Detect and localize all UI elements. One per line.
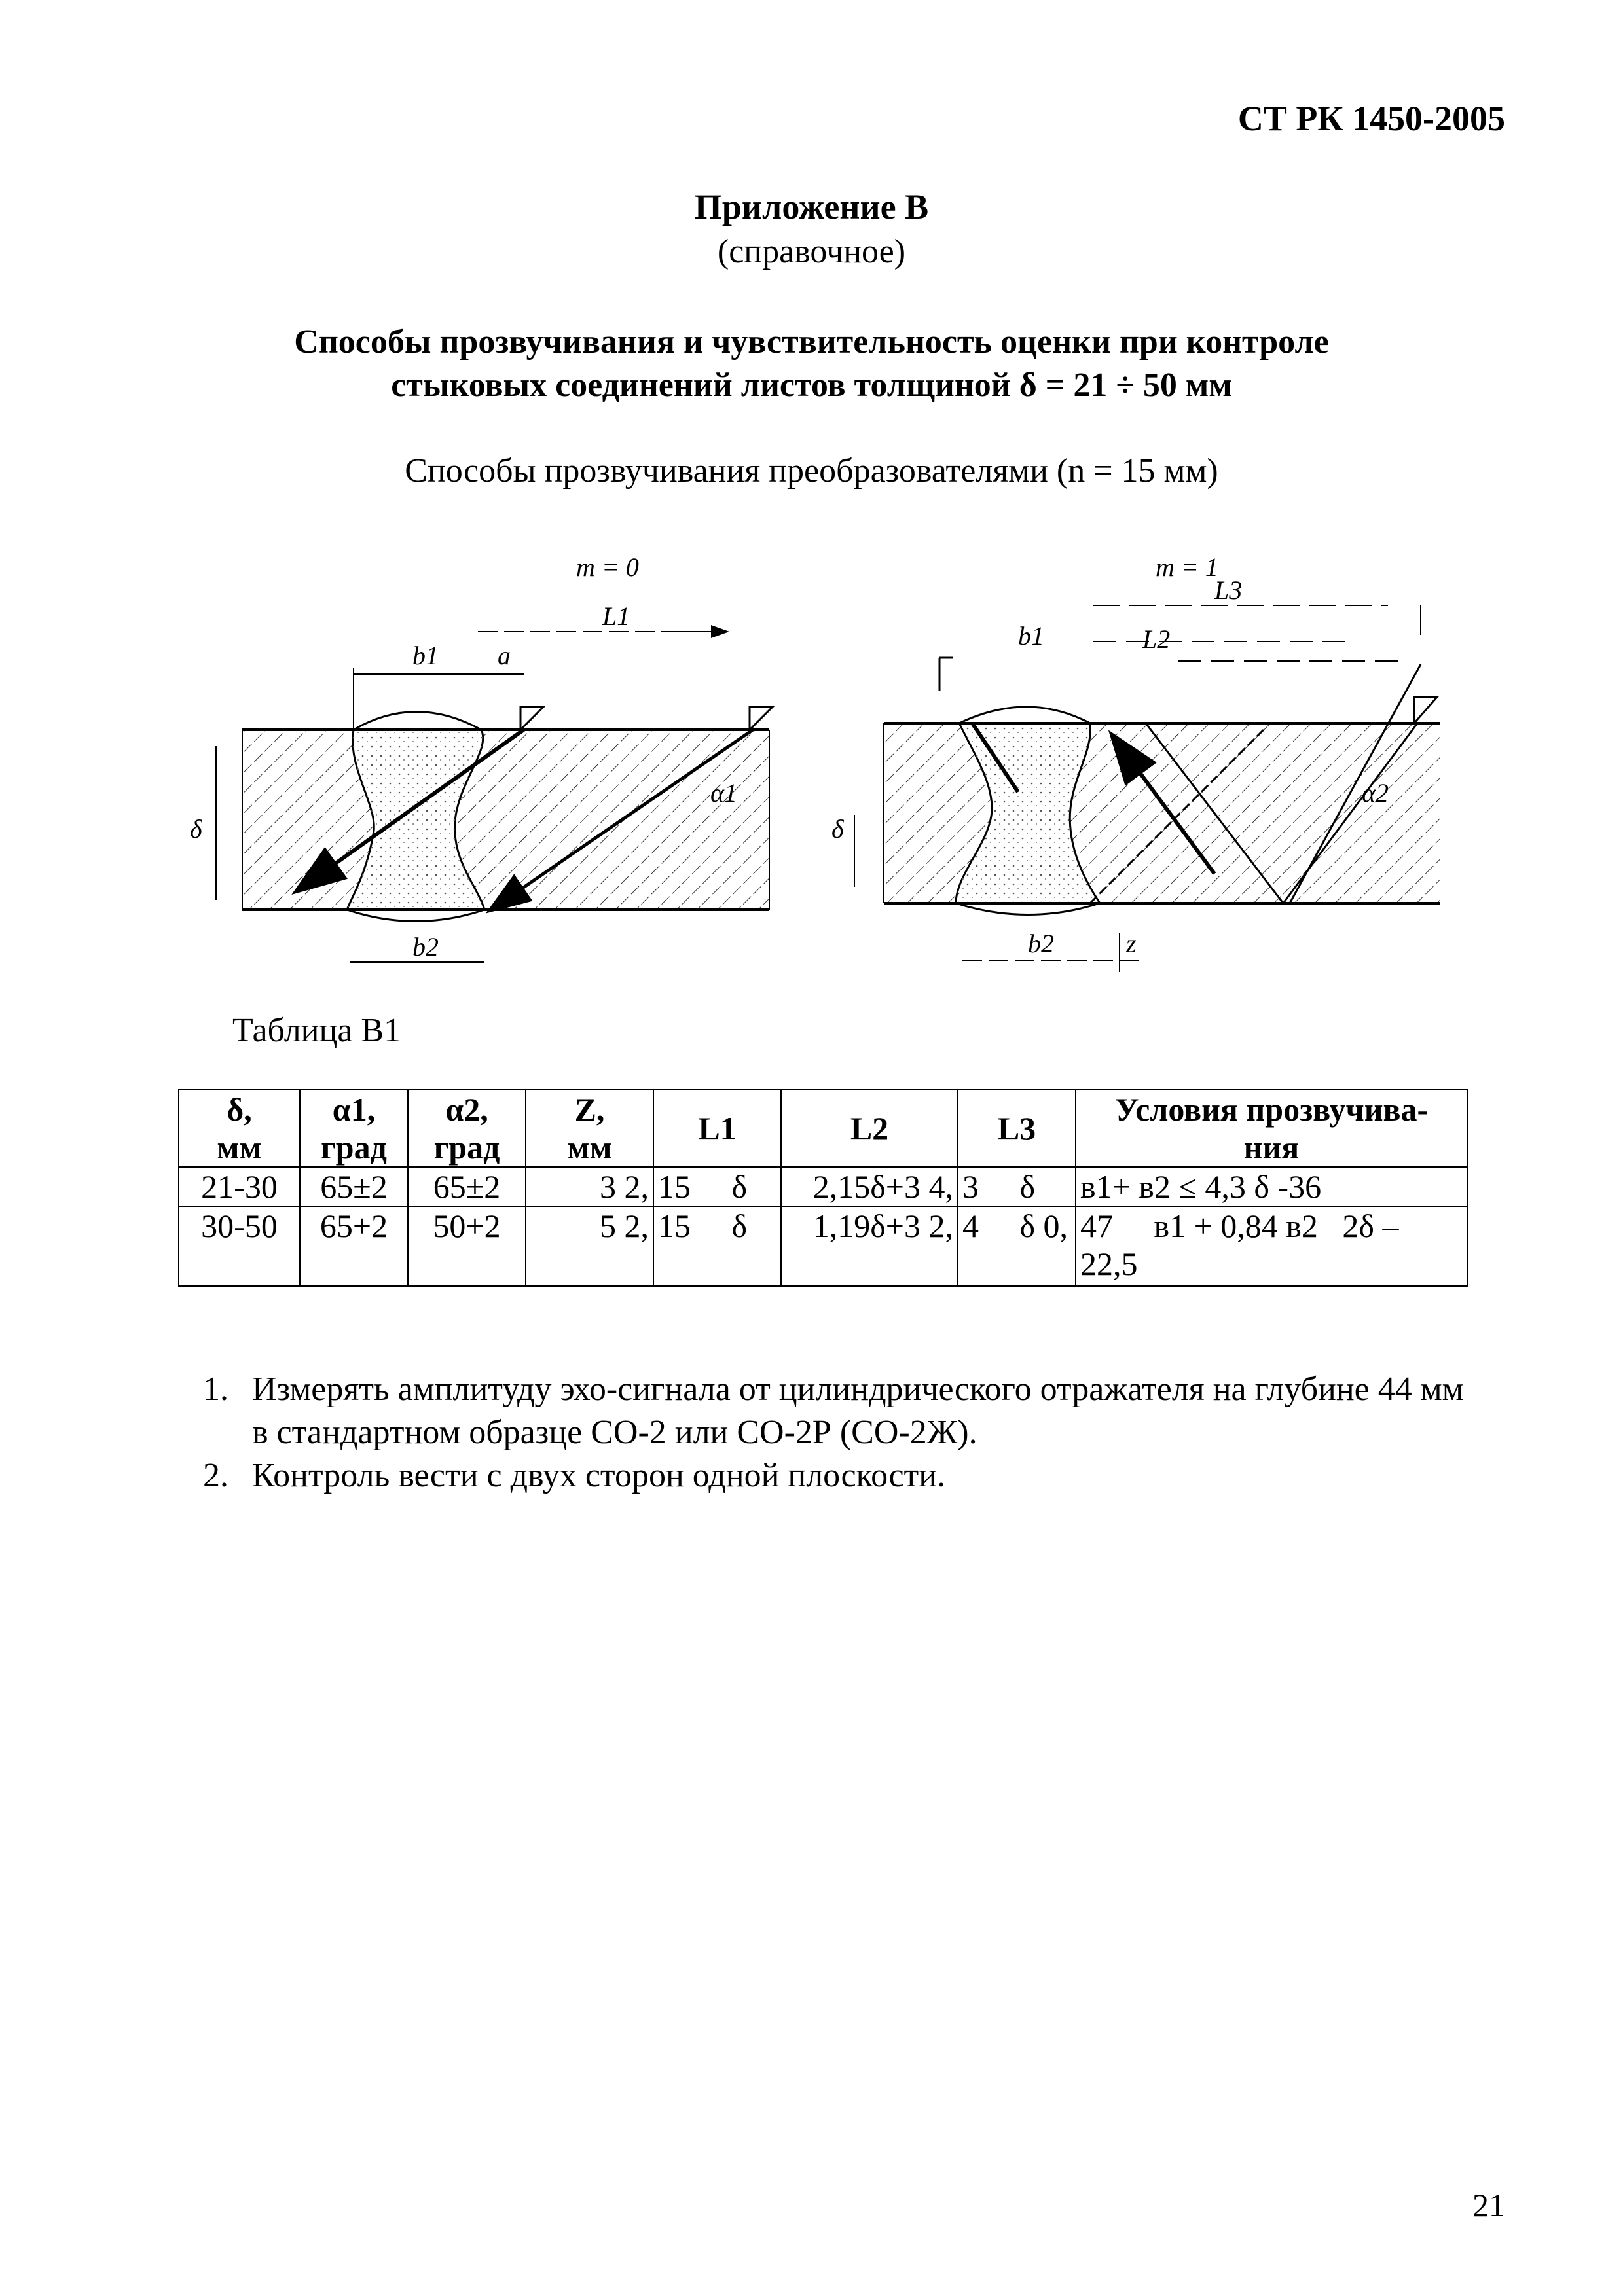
right-scheme bbox=[831, 552, 1440, 972]
section-heading bbox=[0, 321, 1623, 407]
label-z: z bbox=[1126, 929, 1137, 958]
table-cell: в1+ в2 ≤ 4,3 δ -36 bbox=[1076, 1167, 1467, 1206]
table-cell: 47 в1 + 0,84 в2 2δ – 22,5 bbox=[1076, 1206, 1467, 1286]
header-cell: L3 bbox=[958, 1090, 1076, 1167]
label-b2-right: b2 bbox=[1028, 929, 1054, 958]
list-item bbox=[203, 1368, 1467, 1454]
table-cell: 15 δ bbox=[653, 1167, 781, 1206]
header-cell: L2 bbox=[781, 1090, 958, 1167]
page-number: 21 bbox=[1472, 2187, 1505, 2223]
table-cell: 3 δ bbox=[958, 1167, 1076, 1206]
table-cell: 65+2 bbox=[300, 1206, 408, 1286]
label-L2: L2 bbox=[1142, 624, 1171, 654]
label-b2-left: b2 bbox=[412, 932, 439, 961]
table-cell: 50+2 bbox=[408, 1206, 526, 1286]
note-number: 1. bbox=[203, 1371, 228, 1408]
table-cell: 30-50 bbox=[179, 1206, 300, 1286]
label-m1: m = 1 bbox=[1156, 552, 1218, 582]
heading-line-2: стыковых соединений листов толщиной δ = 21 ÷ 50 мм bbox=[391, 367, 1232, 404]
table-cell: 3 2, bbox=[526, 1167, 653, 1206]
probe-icon bbox=[520, 707, 543, 730]
appendix-title: Приложение В bbox=[694, 187, 929, 226]
note-number: 2. bbox=[203, 1457, 228, 1494]
scanning-scheme-figure bbox=[177, 533, 1460, 995]
table-cell: 2,15δ+3 4, bbox=[781, 1167, 958, 1206]
plate-left-hatch bbox=[242, 730, 769, 910]
label-L1: L1 bbox=[602, 601, 630, 631]
probe-icon bbox=[1414, 697, 1437, 723]
header-cell: Z, мм bbox=[526, 1090, 653, 1167]
table-header-row bbox=[179, 1090, 1467, 1167]
table-cell: 4 δ 0, bbox=[958, 1206, 1076, 1286]
appendix-subtitle: (справочное) bbox=[717, 233, 906, 270]
label-delta-right: δ bbox=[831, 814, 844, 844]
standard-code: СТ РК 1450-2005 bbox=[1237, 99, 1505, 138]
weld-cap-top-left bbox=[354, 712, 481, 730]
header-cell: α2, град bbox=[408, 1090, 526, 1167]
label-b1-left: b1 bbox=[412, 641, 439, 670]
parameters-table bbox=[178, 1089, 1468, 1287]
label-alpha2: α2 bbox=[1362, 778, 1389, 808]
label-b1-right: b1 bbox=[1018, 621, 1044, 651]
list-item bbox=[203, 1454, 1467, 1498]
label-a: a bbox=[498, 641, 511, 670]
header-cell: L1 bbox=[653, 1090, 781, 1167]
probe-icon bbox=[750, 707, 773, 730]
header-cell: δ, мм bbox=[179, 1090, 300, 1167]
table-cell: 5 2, bbox=[526, 1206, 653, 1286]
header-cell: α1, град bbox=[300, 1090, 408, 1167]
heading-line-1: Способы прозвучивания и чувствительность оценки при контроле bbox=[294, 323, 1329, 361]
notes-list bbox=[203, 1368, 1467, 1498]
label-L3: L3 bbox=[1214, 575, 1243, 605]
weld-cap-bottom-left bbox=[347, 910, 484, 922]
left-scheme bbox=[190, 552, 773, 962]
table-caption: Таблица В1 bbox=[232, 1012, 401, 1049]
table-row bbox=[179, 1206, 1467, 1286]
figure-subheading: Способы прозвучивания преобразователями (n = 15 мм) bbox=[405, 452, 1218, 490]
note-text: Контроль вести с двух сторон одной плоскости. bbox=[252, 1457, 946, 1494]
table-cell: 15 δ bbox=[653, 1206, 781, 1286]
table-row bbox=[179, 1167, 1467, 1206]
table-cell: 65±2 bbox=[408, 1167, 526, 1206]
label-alpha1: α1 bbox=[710, 778, 737, 808]
note-text: Измерять амплитуду эхо-сигнала от цилиндрического отражателя на глубине 44 мм в стандартном образце СО-2 или СО-2Р (СО-2Ж). bbox=[252, 1371, 1464, 1451]
header-cell: Условия прозвучива- ния bbox=[1076, 1090, 1467, 1167]
table-cell: 21-30 bbox=[179, 1167, 300, 1206]
label-delta-left: δ bbox=[190, 814, 202, 844]
table-cell: 1,19δ+3 2, bbox=[781, 1206, 958, 1286]
label-m0: m = 0 bbox=[576, 552, 639, 582]
table-cell: 65±2 bbox=[300, 1167, 408, 1206]
